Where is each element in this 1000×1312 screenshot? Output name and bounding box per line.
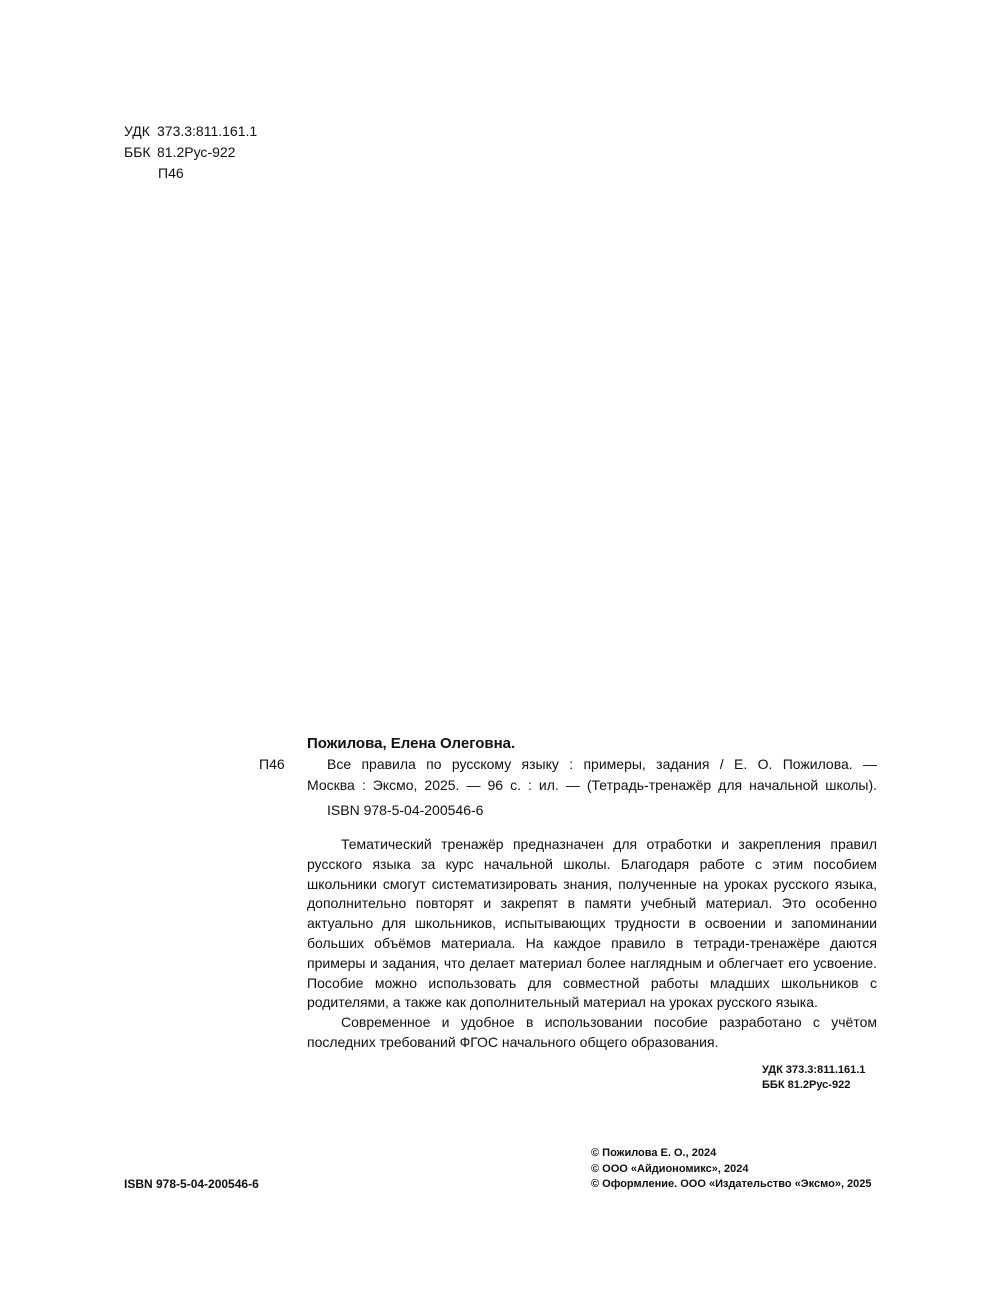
entry-isbn: ISBN 978-5-04-200546-6 [327, 802, 484, 818]
bottom-udk: УДК 373.3:811.161.1 [762, 1063, 866, 1076]
entry-title-line-1: Все правила по русскому языку : примеры, задания / Е. О. Пожилова. — [327, 756, 877, 772]
copyright-line: © ООО «Айдиономикс», 2024 [591, 1162, 749, 1175]
udk-label: УДК [124, 123, 150, 139]
udk-value: 373.3:811.161.1 [157, 123, 258, 139]
footer-isbn: ISBN 978-5-04-200546-6 [124, 1177, 259, 1191]
copyright-line: © Пожилова Е. О., 2024 [591, 1147, 717, 1159]
bbk-label: ББК [124, 144, 151, 160]
entry-author-mark: П46 [259, 756, 285, 772]
annotation-paragraph-1: Тематический тренажёр предназначен для отработки и закрепления правил русского языка за курс начальной школы. Благодаря работе с этим пособием школьники смогут систематизировать знания, полученные на уроках русского языка, дополнительно повторят и закрепят в памяти учебный материал. Это особенно актуально для школьников, испытывающих трудности в освоении и запоминании больших объёмов материала. На каждое правило в тетради-тренажёре даются примеры и задания, что делает материал более наглядным и облегчает его усвоение. Пособие можно использовать для совместной работы младших школьников с родителями, а также как дополнительный материал на уроках русского языка. [307, 836, 877, 1011]
top-classification-block [124, 121, 257, 184]
bottom-bbk: ББК 81.2Рус-922 [762, 1078, 851, 1091]
bbk-value: 81.2Рус-922 [157, 144, 236, 160]
top-author-mark: П46 [158, 165, 184, 181]
bibliographic-entry [259, 733, 877, 1093]
entry-author: Пожилова, Елена Олеговна. [307, 735, 516, 752]
copyright-block [591, 1146, 872, 1193]
bbk-row [124, 142, 257, 163]
annotation [307, 835, 877, 1053]
bottom-classification [307, 1063, 877, 1093]
annotation-paragraph-2: Современное и удобное в использовании пособие разработано с учётом последних требований ФГОС начального общего образования. [307, 1014, 877, 1050]
copyright-line: © Оформление. ООО «Издательство «Эксмо», 2025 [591, 1178, 872, 1190]
entry-title-line-2: Москва : Эксмо, 2025. — 96 с. : ил. — (Тетрадь-тренажёр для начальной школы). [307, 777, 877, 793]
udk-row [124, 121, 257, 142]
